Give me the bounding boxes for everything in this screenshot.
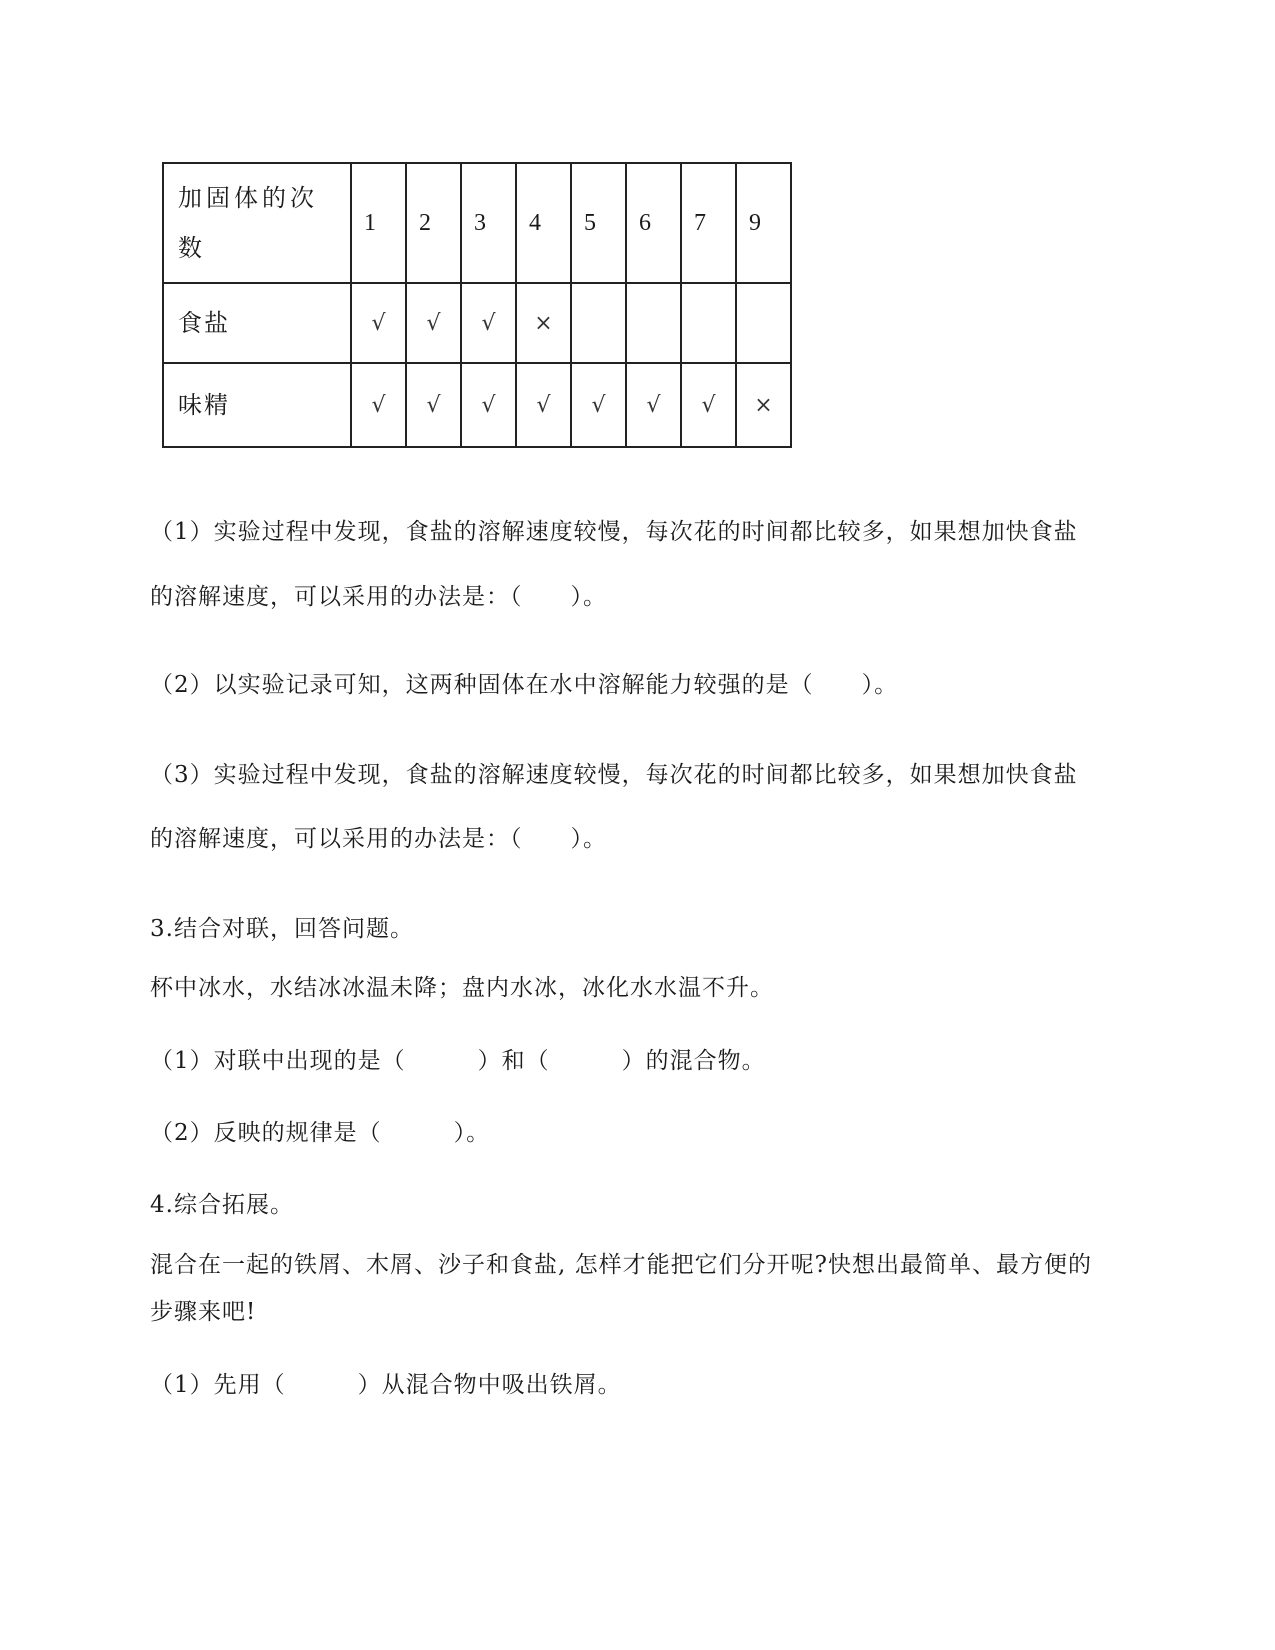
column-header: 3 [461, 163, 516, 283]
result-mark: × [736, 363, 791, 447]
result-mark: √ [406, 283, 461, 363]
column-header: 9 [736, 163, 791, 283]
q4-desc-line1: 混合在一起的铁屑、木屑、沙子和食盐, 怎样才能把它们分开呢?快想出最简单、最方便的 [150, 1252, 1092, 1278]
q4-item1: （1）先用（ ）从混合物中吸出铁屑。 [150, 1372, 622, 1398]
q3-item2: （2）反映的规律是（ ）。 [150, 1120, 491, 1146]
result-mark: √ [516, 363, 571, 447]
q2-item1-line1: （1）实验过程中发现，食盐的溶解速度较慢，每次花的时间都比较多，如果想加快食盐 [150, 519, 1078, 545]
q2-item3-line2: 的溶解速度，可以采用的办法是：（ ）。 [150, 826, 607, 852]
column-header: 5 [571, 163, 626, 283]
table-header-label: 加固体的次数 [163, 163, 351, 283]
result-mark: √ [681, 363, 736, 447]
table-row-salt [163, 283, 791, 363]
q4-title: 4.综合拓展。 [150, 1192, 294, 1218]
result-mark: √ [351, 283, 406, 363]
q3-item1: （1）对联中出现的是（ ）和（ ）的混合物。 [150, 1048, 766, 1074]
result-mark: × [516, 283, 571, 363]
result-mark [681, 283, 736, 363]
result-mark: √ [571, 363, 626, 447]
column-header: 2 [406, 163, 461, 283]
q4-desc-line2: 步骤来吧! [150, 1299, 257, 1325]
column-header: 4 [516, 163, 571, 283]
row-label: 食盐 [163, 283, 351, 363]
q2-item2: （2）以实验记录可知，这两种固体在水中溶解能力较强的是（ ）。 [150, 672, 899, 698]
experiment-record-table [162, 162, 792, 448]
column-header: 1 [351, 163, 406, 283]
result-mark: √ [461, 283, 516, 363]
result-mark [626, 283, 681, 363]
row-label: 味精 [163, 363, 351, 447]
column-header: 6 [626, 163, 681, 283]
result-mark: √ [461, 363, 516, 447]
q3-couplet: 杯中冰水，水结冰冰温未降；盘内水冰，冰化水水温不升。 [150, 975, 774, 1001]
table-header-row [163, 163, 791, 283]
result-mark: √ [406, 363, 461, 447]
result-mark [571, 283, 626, 363]
result-mark [736, 283, 791, 363]
result-mark: √ [351, 363, 406, 447]
result-mark: √ [626, 363, 681, 447]
q2-item3-line1: （3）实验过程中发现，食盐的溶解速度较慢，每次花的时间都比较多，如果想加快食盐 [150, 762, 1078, 788]
table-row-msg [163, 363, 791, 447]
q2-item1-line2: 的溶解速度，可以采用的办法是：（ ）。 [150, 584, 607, 610]
column-header: 7 [681, 163, 736, 283]
q3-title: 3.结合对联，回答问题。 [150, 916, 414, 942]
